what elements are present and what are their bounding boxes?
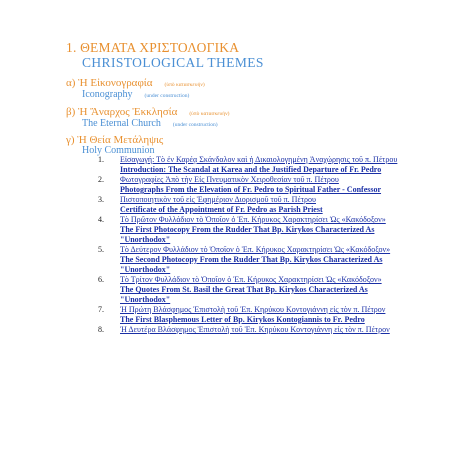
- toc-item: [98, 195, 398, 215]
- toc-item-number: 2.: [98, 175, 104, 184]
- toc-item-number: 7.: [98, 305, 104, 314]
- main-heading-greek: 1. ΘΕΜΑΤΑ ΧΡΙΣΤΟΛΟΓΙΚΑ: [66, 40, 240, 55]
- toc-item-number: 8.: [98, 325, 104, 334]
- toc-item-number: 5.: [98, 245, 104, 254]
- toc-link-greek[interactable]: Φωτογραφίες Ἀπὸ τὴν Εἰς Πνευματικὸν Χειροθεσίαν τοῦ π. Πέτρου: [120, 175, 339, 184]
- toc-link-greek[interactable]: Εἰσαγωγή: Τὸ ἐν Καρέᾳ Σκάνδαλον καὶ ἡ Δικαιολογημένη Ἀναχώρησις τοῦ π. Πέτρου: [120, 155, 398, 164]
- toc-link-greek[interactable]: Τὸ Τρίτον Φυλλάδιον τὸ Ὁποῖον ὁ Ἐπ. Κήρυκος Χαρακτηρίσει Ὡς «Κακόδοξον»: [120, 275, 382, 284]
- toc-link-greek[interactable]: Ἡ Δευτέρα Βλάσφημος Ἐπιστολὴ τοῦ Ἐπ. Κηρύκου Κοντογιάννη εἰς τὸν π. Πέτρον: [120, 325, 390, 334]
- toc-link-greek[interactable]: Πιστοποιητικὸν τοῦ εἰς Ἐφημέριον Διορισμοῦ τοῦ π. Πέτρου: [120, 195, 316, 204]
- toc-list: [98, 155, 398, 335]
- section-b-english-title: The Eternal Church: [82, 118, 161, 129]
- section-b-greek-title: β) Ἡ Ἄναρχος Ἐκκλησία: [66, 106, 178, 118]
- toc-link-english[interactable]: The First Photocopy From the Rudder That Bp. Kirykos Characterized As "Unorthodox": [120, 225, 375, 244]
- toc-item-number: 6.: [98, 275, 104, 284]
- toc-item: [98, 175, 398, 195]
- section-a-english: [82, 89, 189, 102]
- toc-item-number: 3.: [98, 195, 104, 204]
- section-b-greek-note: (ὑπὸ κατασκευήν): [189, 111, 230, 117]
- toc-link-greek[interactable]: Ἡ Πρώτη Βλάσφημος Ἐπιστολὴ τοῦ Ἐπ. Κηρύκου Κοντογιάννη εἰς τὸν π. Πέτρον: [120, 305, 386, 314]
- toc-link-greek[interactable]: Τὸ Δεύτερον Φυλλάδιον τὸ Ὁποῖον ὁ Ἐπ. Κήρυκος Χαρακτηρίσει Ὡς «Κακόδοξον»: [120, 245, 391, 254]
- toc-link-english[interactable]: The First Blasphemous Letter of Bp. Kirykos Kontogiannis to Fr. Pedro: [120, 315, 365, 324]
- section-a-greek-note: (ὑπὸ κατασκευήν): [164, 82, 205, 88]
- toc-item: [98, 275, 398, 305]
- section-c-english-title: Holy Communion: [82, 145, 155, 156]
- section-a-english-note: (under construction): [144, 93, 190, 99]
- toc-link-english[interactable]: Introduction: The Scandal at Karea and the Justified Departure of Fr. Pedro: [120, 165, 382, 174]
- toc-item: [98, 215, 398, 245]
- toc-item-number: 4.: [98, 215, 104, 224]
- toc-item: [98, 245, 398, 275]
- section-b-english-note: (under construction): [172, 122, 218, 128]
- main-heading-english: CHRISTOLOGICAL THEMES: [82, 55, 264, 70]
- toc-link-greek[interactable]: Τὸ Πρῶτον Φυλλάδιον τὸ Ὁποῖον ὁ Ἐπ. Κήρυκος Χαρακτηρίσει Ὡς «Κακόδοξον»: [120, 215, 386, 224]
- toc-link-english[interactable]: Certificate of the Appointment of Fr. Pedro as Parish Priest: [120, 205, 323, 214]
- toc-link-english[interactable]: The Quotes From St. Basil the Great That Bp. Kirykos Characterized As "Unorthodox": [120, 285, 368, 304]
- section-a-english-title: Iconography: [82, 89, 133, 100]
- toc-link-english[interactable]: The Second Photocopy From the Rudder That Bp. Kirykos Characterized As "Unorthodox": [120, 255, 383, 274]
- toc-link-english[interactable]: Photographs From the Elevation of Fr. Pedro to Spiritual Father - Confessor: [120, 185, 382, 194]
- section-b-english: [82, 118, 218, 131]
- section-c-greek-title: γ) Ἡ Θεία Μετάληψις: [66, 134, 164, 146]
- toc-item: [98, 155, 398, 175]
- section-a-greek-title: α) Ἡ Εἰκονογραφία: [66, 77, 153, 89]
- toc-item-number: 1.: [98, 155, 104, 164]
- toc-item: [98, 325, 398, 335]
- toc-item: [98, 305, 398, 325]
